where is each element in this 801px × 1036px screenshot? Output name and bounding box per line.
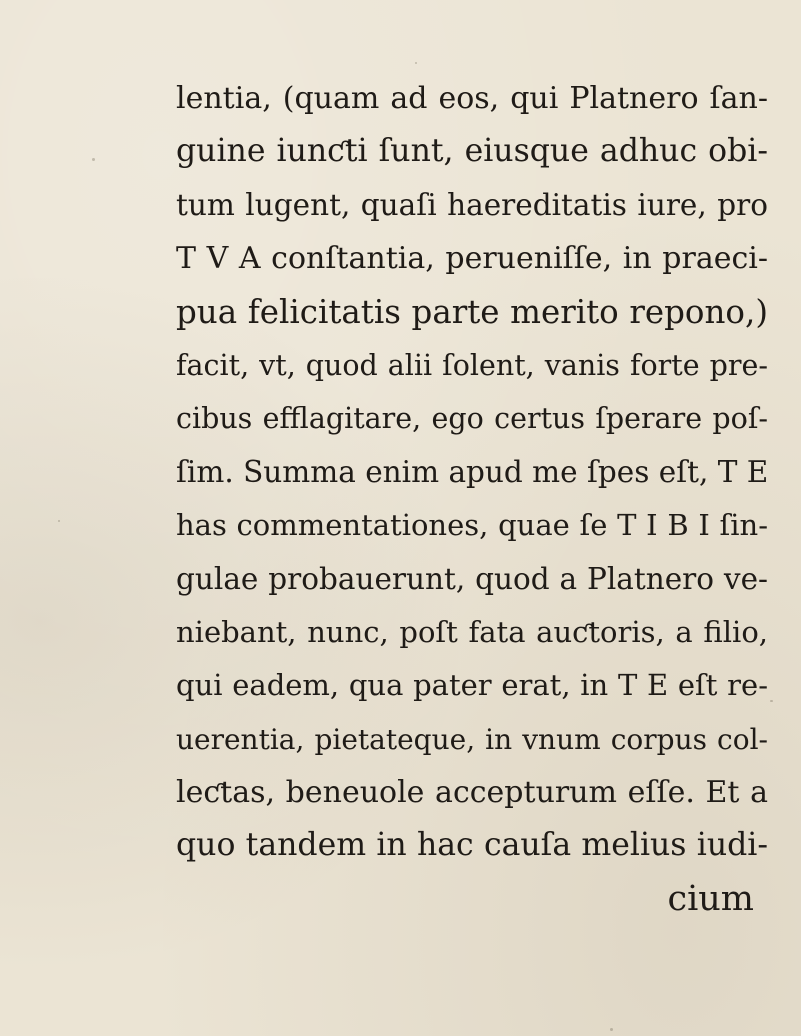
text-line: leƈtas, beneuole accepturum eſſe. Et a [176, 775, 768, 811]
text-line: has commentationes, quae ſe T I B I ſin- [176, 508, 768, 543]
text-line: lentia, (quam ad eos, qui Platnero ſan- [176, 81, 768, 116]
text-line: tum lugent, quaſi haereditatis iure, pro [176, 187, 768, 222]
body-text [176, 72, 768, 926]
catchword: cium [667, 878, 754, 919]
text-line: gulae probauerunt, quod a Platnero ve- [176, 561, 768, 596]
paper-speck [770, 700, 773, 702]
text-line: pua felicitatis parte merito repono,) [176, 292, 768, 331]
text-line: T V A conſtantia, perueniſſe, in praeci- [176, 241, 768, 277]
paper-speck [610, 1028, 613, 1031]
text-line: niebant, nunc, poſt fata auƈtoris, a filio, [176, 614, 768, 649]
paper-speck [415, 62, 417, 64]
paper-speck [58, 520, 60, 522]
text-line: guine iunƈti ſunt, eiusque adhuc obi- [176, 133, 768, 170]
text-line: qui eadem, qua pater erat, in T E eſt re- [176, 668, 768, 703]
text-line: ſim. Summa enim apud me ſpes eſt, T E [176, 454, 769, 489]
text-line: quo tandem in hac cauſa melius iudi- [176, 827, 768, 864]
text-line: cibus efflagitare, ego certus ſperare poſ- [176, 402, 768, 436]
paper-speck [92, 158, 95, 161]
text-line: facit, vt, quod alii ſolent, vanis forte pre- [176, 348, 768, 382]
text-line: uerentia, pietateque, in vnum corpus col- [176, 722, 768, 756]
